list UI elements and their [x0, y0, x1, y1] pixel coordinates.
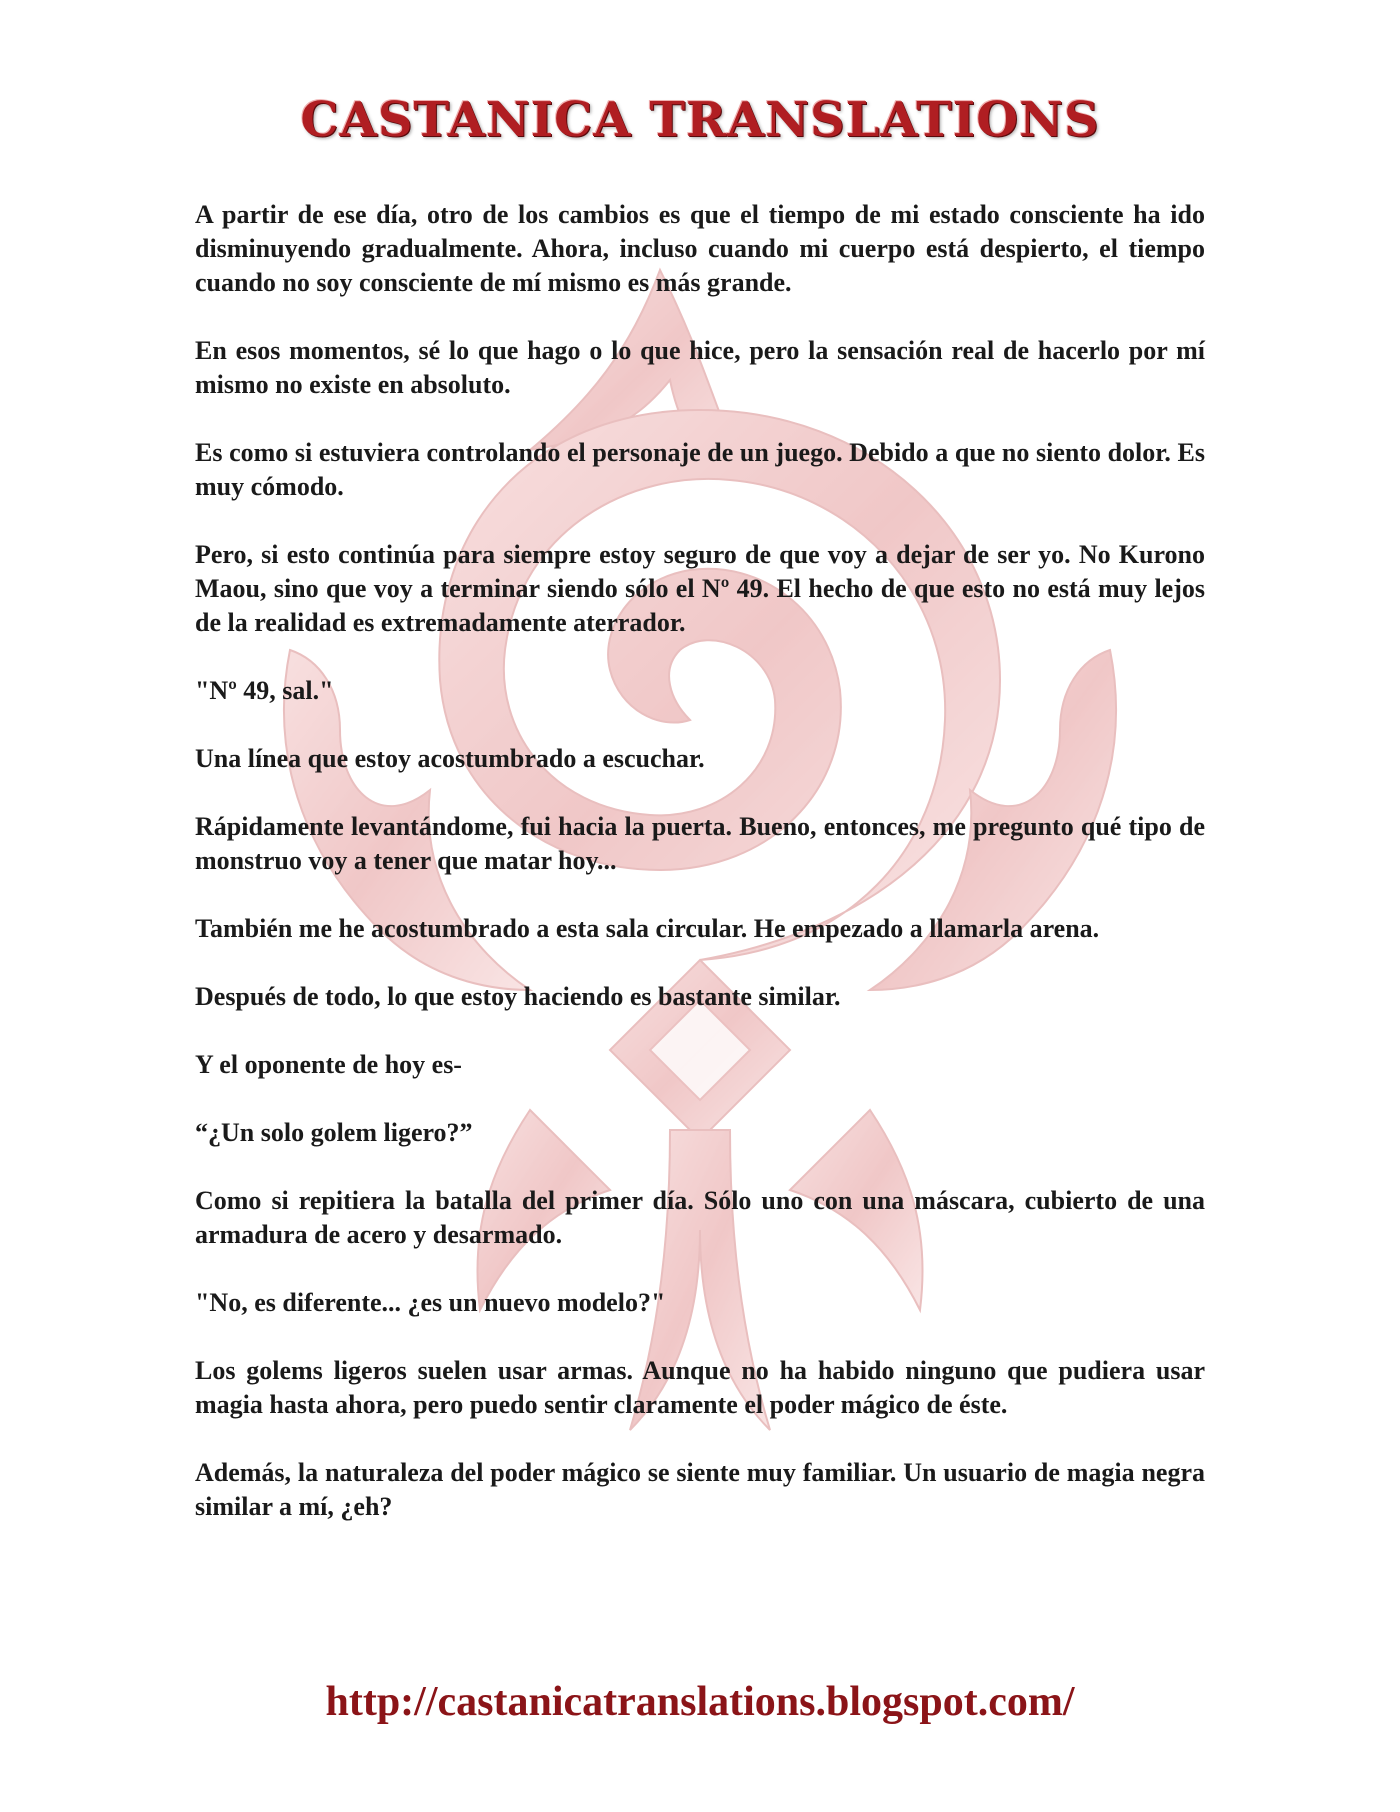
blog-url-link[interactable]: http://castanicatranslations.blogspot.com/: [325, 1679, 1075, 1725]
document-header: [0, 92, 1400, 148]
paragraph: Y el oponente de hoy es-: [195, 1050, 462, 1079]
paragraph: Una línea que estoy acostumbrado a escuchar.: [195, 744, 705, 773]
paragraph: Como si repitiera la batalla del primer día. Sólo uno con una máscara, cubierto de una armadura de acero y desarmado.: [195, 1186, 1205, 1249]
paragraph: En esos momentos, sé lo que hago o lo que hice, pero la sensación real de hacerlo por mí mismo no existe en absoluto.: [195, 336, 1205, 399]
paragraph: También me he acostumbrado a esta sala circular. He empezado a llamarla arena.: [195, 914, 1100, 943]
paragraph: "Nº 49, sal.": [195, 676, 334, 705]
paragraph: "No, es diferente... ¿es un nuevo modelo?": [195, 1288, 666, 1317]
document-body: [195, 198, 1205, 1558]
paragraph: A partir de ese día, otro de los cambios es que el tiempo de mi estado consciente ha ido disminuyendo gradualmente. Ahora, incluso cuando mi cuerpo está despierto, el tiempo cuando no soy consciente de mí mismo es más grande.: [195, 200, 1205, 297]
paragraph: Además, la naturaleza del poder mágico se siente muy familiar. Un usuario de magia negra similar a mí, ¿eh?: [195, 1458, 1205, 1521]
document-footer: [0, 1678, 1400, 1726]
paragraph: Rápidamente levantándome, fui hacia la puerta. Bueno, entonces, me pregunto qué tipo de monstruo voy a tener que matar hoy...: [195, 812, 1205, 875]
paragraph: Los golems ligeros suelen usar armas. Aunque no ha habido ninguno que pudiera usar magia hasta ahora, pero puedo sentir claramente el poder mágico de éste.: [195, 1356, 1205, 1419]
paragraph: “¿Un solo golem ligero?”: [195, 1118, 473, 1147]
paragraph: Después de todo, lo que estoy haciendo es bastante similar.: [195, 982, 841, 1011]
paragraph: Es como si estuviera controlando el personaje de un juego. Debido a que no siento dolor. Es muy cómodo.: [195, 438, 1205, 501]
paragraph: Pero, si esto continúa para siempre estoy seguro de que voy a dejar de ser yo. No Kurono Maou, sino que voy a terminar siendo sólo el Nº 49. El hecho de que esto no está muy lejos de la realidad es extremadamente aterrador.: [195, 540, 1205, 637]
site-title: CASTANICA TRANSLATIONS: [300, 92, 1100, 148]
